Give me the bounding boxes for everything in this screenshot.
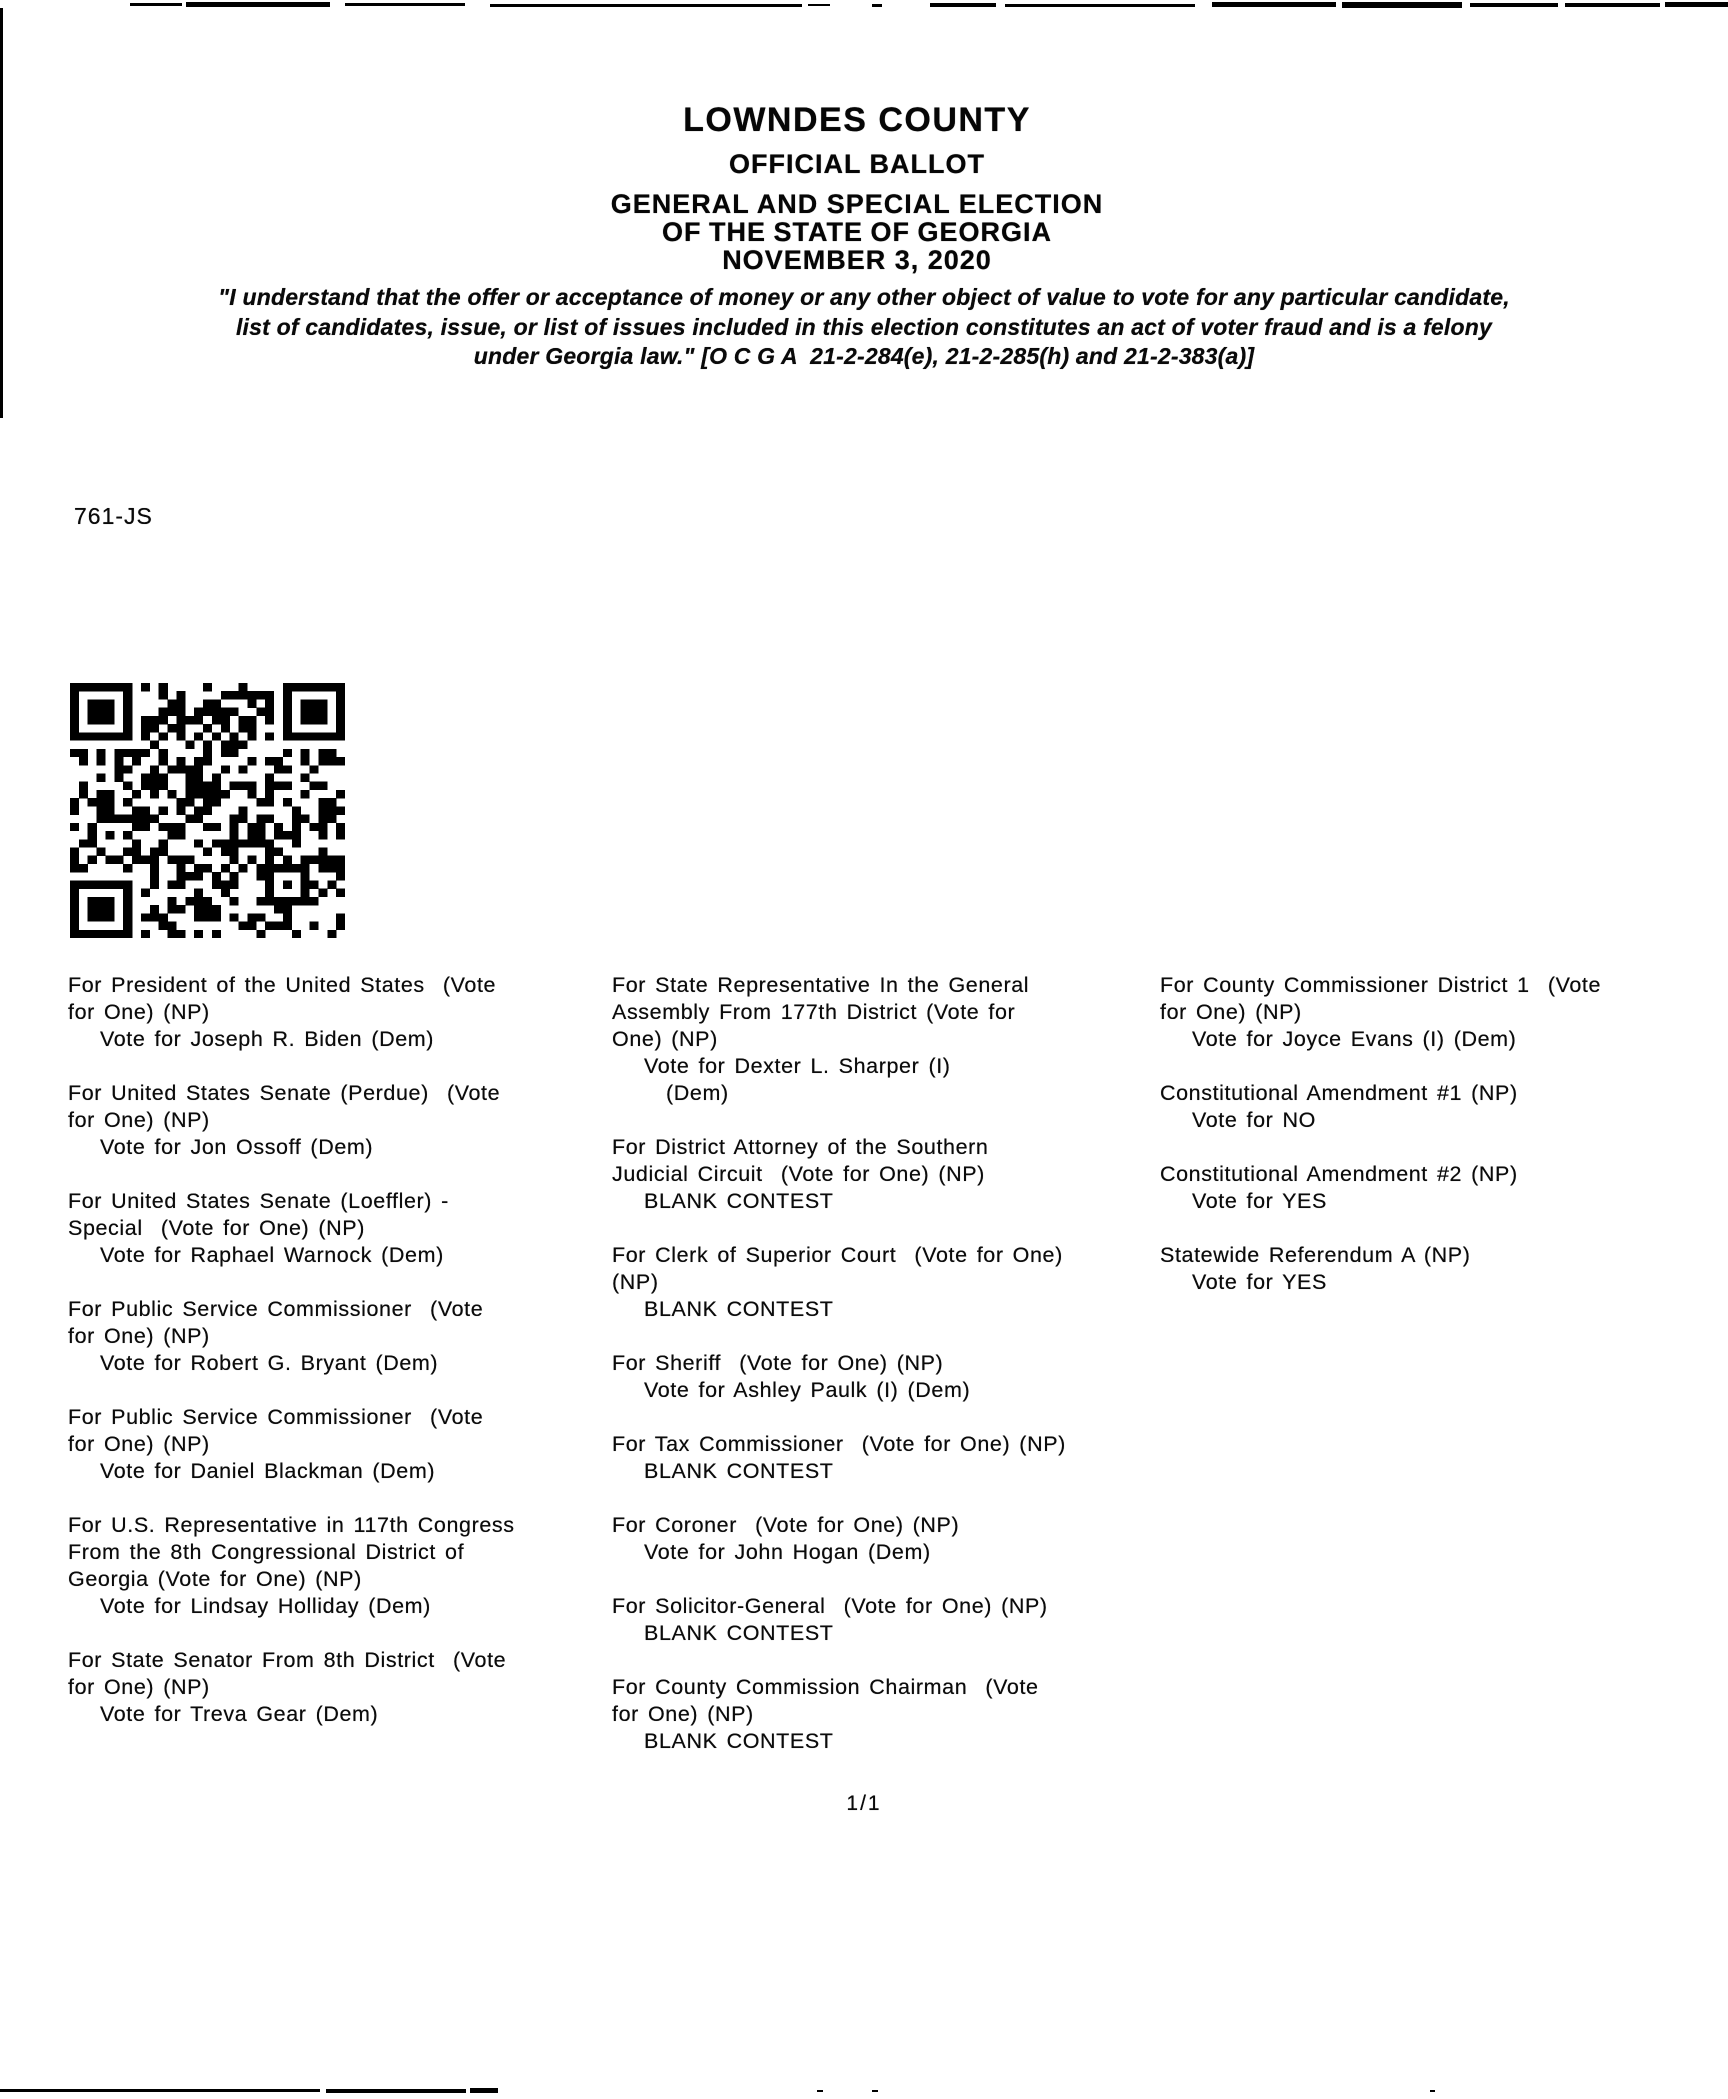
- scan-artifact: [1430, 2090, 1435, 2092]
- contest-title-line: For Coroner (Vote for One) (NP): [612, 1513, 960, 1537]
- contest-spacer: [68, 1377, 616, 1404]
- contest-spacer: [68, 1485, 616, 1512]
- contest-title-line: For Tax Commissioner (Vote for One) (NP): [612, 1432, 1066, 1456]
- contest: [1160, 1242, 1708, 1296]
- contest-spacer: [612, 1566, 1160, 1593]
- contest-title-line: Constitutional Amendment #1 (NP): [1160, 1081, 1518, 1105]
- contest: [68, 1647, 616, 1728]
- scan-artifact: [490, 4, 802, 7]
- contest-spacer: [612, 1323, 1160, 1350]
- contest-title-line: for One) (NP): [612, 1702, 754, 1726]
- scan-artifact: [1665, 2, 1728, 7]
- contest: [612, 1512, 1160, 1566]
- contest-spacer: [612, 1107, 1160, 1134]
- contest: [612, 1134, 1160, 1215]
- contest-spacer: [68, 1269, 616, 1296]
- page-number: 1/1: [846, 1792, 882, 1815]
- ballot-style-code: 761-JS: [74, 503, 153, 529]
- contest: [68, 1404, 616, 1485]
- contest-title-line: for One) (NP): [68, 1432, 210, 1456]
- contest-choice-line: Vote for Joseph R. Biden (Dem): [100, 1027, 435, 1051]
- scan-artifact: [345, 3, 465, 6]
- scan-artifact: [930, 3, 996, 7]
- contest-choice-line: Vote for Raphael Warnock (Dem): [100, 1243, 444, 1267]
- contest-title-line: for One) (NP): [68, 1675, 210, 1699]
- contest-title-line: For State Senator From 8th District (Vote: [68, 1648, 507, 1672]
- contest: [1160, 1080, 1708, 1134]
- contest-title-line: Judicial Circuit (Vote for One) (NP): [612, 1162, 985, 1186]
- contest-title-line: For Sheriff (Vote for One) (NP): [612, 1351, 944, 1375]
- contest: [612, 1593, 1160, 1647]
- contest-title-line: for One) (NP): [1160, 1000, 1302, 1024]
- contest-spacer: [1160, 1215, 1708, 1242]
- scan-artifact: [1212, 2, 1336, 7]
- contest-title-line: For County Commissioner District 1 (Vote: [1160, 973, 1602, 997]
- contest-title-line: Statewide Referendum A (NP): [1160, 1243, 1471, 1267]
- contest-title-line: Constitutional Amendment #2 (NP): [1160, 1162, 1518, 1186]
- contest-choice-line: Vote for YES: [1192, 1270, 1327, 1294]
- county-title: LOWNDES COUNTY: [683, 101, 1031, 139]
- scan-artifact: [872, 4, 882, 7]
- contest: [68, 1080, 616, 1161]
- contest-spacer: [1160, 1134, 1708, 1161]
- contest-choice-line: Vote for NO: [1192, 1108, 1316, 1132]
- contest-title-line: for One) (NP): [68, 1108, 210, 1132]
- contest: [68, 1512, 616, 1620]
- contest-spacer: [68, 1053, 616, 1080]
- contest-title-line: for One) (NP): [68, 1000, 210, 1024]
- scan-artifact: [186, 2, 330, 7]
- contest-choice-line: Vote for John Hogan (Dem): [644, 1540, 931, 1564]
- disclaimer-line: list of candidates, issue, or list of issues included in this election constitutes an act of voter fraud and is a felony: [235, 313, 1493, 340]
- contest: [612, 1674, 1160, 1755]
- contest-spacer: [1160, 1053, 1708, 1080]
- contest-title-line: (NP): [612, 1270, 659, 1294]
- contest: [612, 1242, 1160, 1323]
- contest: [68, 1188, 616, 1269]
- contest-choice-line: Vote for Robert G. Bryant (Dem): [100, 1351, 439, 1375]
- contest-title-line: For U.S. Representative in 117th Congress: [68, 1513, 515, 1537]
- contest: [1160, 972, 1708, 1053]
- contest-spacer: [68, 1161, 616, 1188]
- contest-spacer: [612, 1215, 1160, 1242]
- contest-choice-line: BLANK CONTEST: [644, 1459, 834, 1483]
- voter-fraud-disclaimer: [0, 283, 1728, 372]
- contest-title-line: For Clerk of Superior Court (Vote for One): [612, 1243, 1063, 1267]
- ballot-column-right: [1160, 972, 1708, 1296]
- election-date: NOVEMBER 3, 2020: [722, 245, 992, 275]
- contest-choice-line: Vote for Lindsay Holliday (Dem): [100, 1594, 431, 1618]
- contest-title-line: For Public Service Commissioner (Vote: [68, 1297, 484, 1321]
- contest-spacer: [612, 1485, 1160, 1512]
- contest-title-line: Special (Vote for One) (NP): [68, 1216, 365, 1240]
- scan-artifact: [817, 2090, 823, 2092]
- contest-title-line: One) (NP): [612, 1027, 718, 1051]
- contest-title-line: For Solicitor-General (Vote for One) (NP): [612, 1594, 1048, 1618]
- contest-title-line: For United States Senate (Perdue) (Vote: [68, 1081, 501, 1105]
- scan-artifact: [1565, 3, 1660, 7]
- scan-artifact: [130, 3, 182, 6]
- contest-title-line: Georgia (Vote for One) (NP): [68, 1567, 362, 1591]
- contest-choice-line: Vote for Joyce Evans (I) (Dem): [1192, 1027, 1517, 1051]
- scan-artifact: [1470, 3, 1558, 7]
- contest-title-line: for One) (NP): [68, 1324, 210, 1348]
- contest-title-line: For District Attorney of the Southern: [612, 1135, 989, 1159]
- contest-choice-line: Vote for Ashley Paulk (I) (Dem): [644, 1378, 971, 1402]
- contest: [612, 1350, 1160, 1404]
- contest-choice-line: (Dem): [666, 1081, 729, 1105]
- scan-artifact: [470, 2088, 498, 2093]
- contest: [1160, 1161, 1708, 1215]
- ballot-column-left: [68, 972, 616, 1728]
- scan-artifact: [0, 2089, 320, 2092]
- contest: [68, 1296, 616, 1377]
- scan-artifact: [872, 2090, 878, 2092]
- contest-spacer: [68, 1620, 616, 1647]
- contest-title-line: For United States Senate (Loeffler) -: [68, 1189, 449, 1213]
- disclaimer-line: "I understand that the offer or acceptance of money or any other object of value to vote for any particular candidate,: [218, 284, 1510, 310]
- contest-spacer: [612, 1647, 1160, 1674]
- contest-choice-line: Vote for Daniel Blackman (Dem): [100, 1459, 436, 1483]
- contest-choice-line: Vote for Jon Ossoff (Dem): [100, 1135, 374, 1159]
- scan-artifact: [1005, 4, 1195, 7]
- contest-title-line: For President of the United States (Vote: [68, 973, 497, 997]
- scan-artifact: [808, 4, 830, 6]
- contest-choice-line: BLANK CONTEST: [644, 1297, 834, 1321]
- contest-title-line: From the 8th Congressional District of: [68, 1540, 465, 1564]
- official-ballot-title: OFFICIAL BALLOT: [729, 149, 985, 179]
- contest-choice-line: Vote for Dexter L. Sharper (I): [644, 1054, 951, 1078]
- contest: [612, 972, 1160, 1107]
- contest-title-line: For Public Service Commissioner (Vote: [68, 1405, 484, 1429]
- disclaimer-line: under Georgia law." [O C G A 21-2-284(e), 21-2-285(h) and 21-2-383(a)]: [473, 343, 1255, 369]
- contest: [68, 972, 616, 1053]
- contest-choice-line: BLANK CONTEST: [644, 1729, 834, 1753]
- contest-title-line: For County Commission Chairman (Vote: [612, 1675, 1039, 1699]
- qr-code-icon: [70, 683, 345, 938]
- contest-choice-line: Vote for YES: [1192, 1189, 1327, 1213]
- ballot-column-center: [612, 972, 1160, 1755]
- contest-choice-line: BLANK CONTEST: [644, 1189, 834, 1213]
- contest-spacer: [612, 1404, 1160, 1431]
- contest-title-line: Assembly From 177th District (Vote for: [612, 1000, 1016, 1024]
- contest-title-line: For State Representative In the General: [612, 973, 1030, 997]
- contest: [612, 1431, 1160, 1485]
- scan-artifact: [1342, 2, 1462, 8]
- contest-choice-line: BLANK CONTEST: [644, 1621, 834, 1645]
- scan-artifact: [326, 2089, 466, 2093]
- election-title: GENERAL AND SPECIAL ELECTION: [610, 189, 1104, 219]
- contest-choice-line: Vote for Treva Gear (Dem): [100, 1702, 379, 1726]
- election-scope: OF THE STATE OF GEORGIA: [662, 217, 1052, 247]
